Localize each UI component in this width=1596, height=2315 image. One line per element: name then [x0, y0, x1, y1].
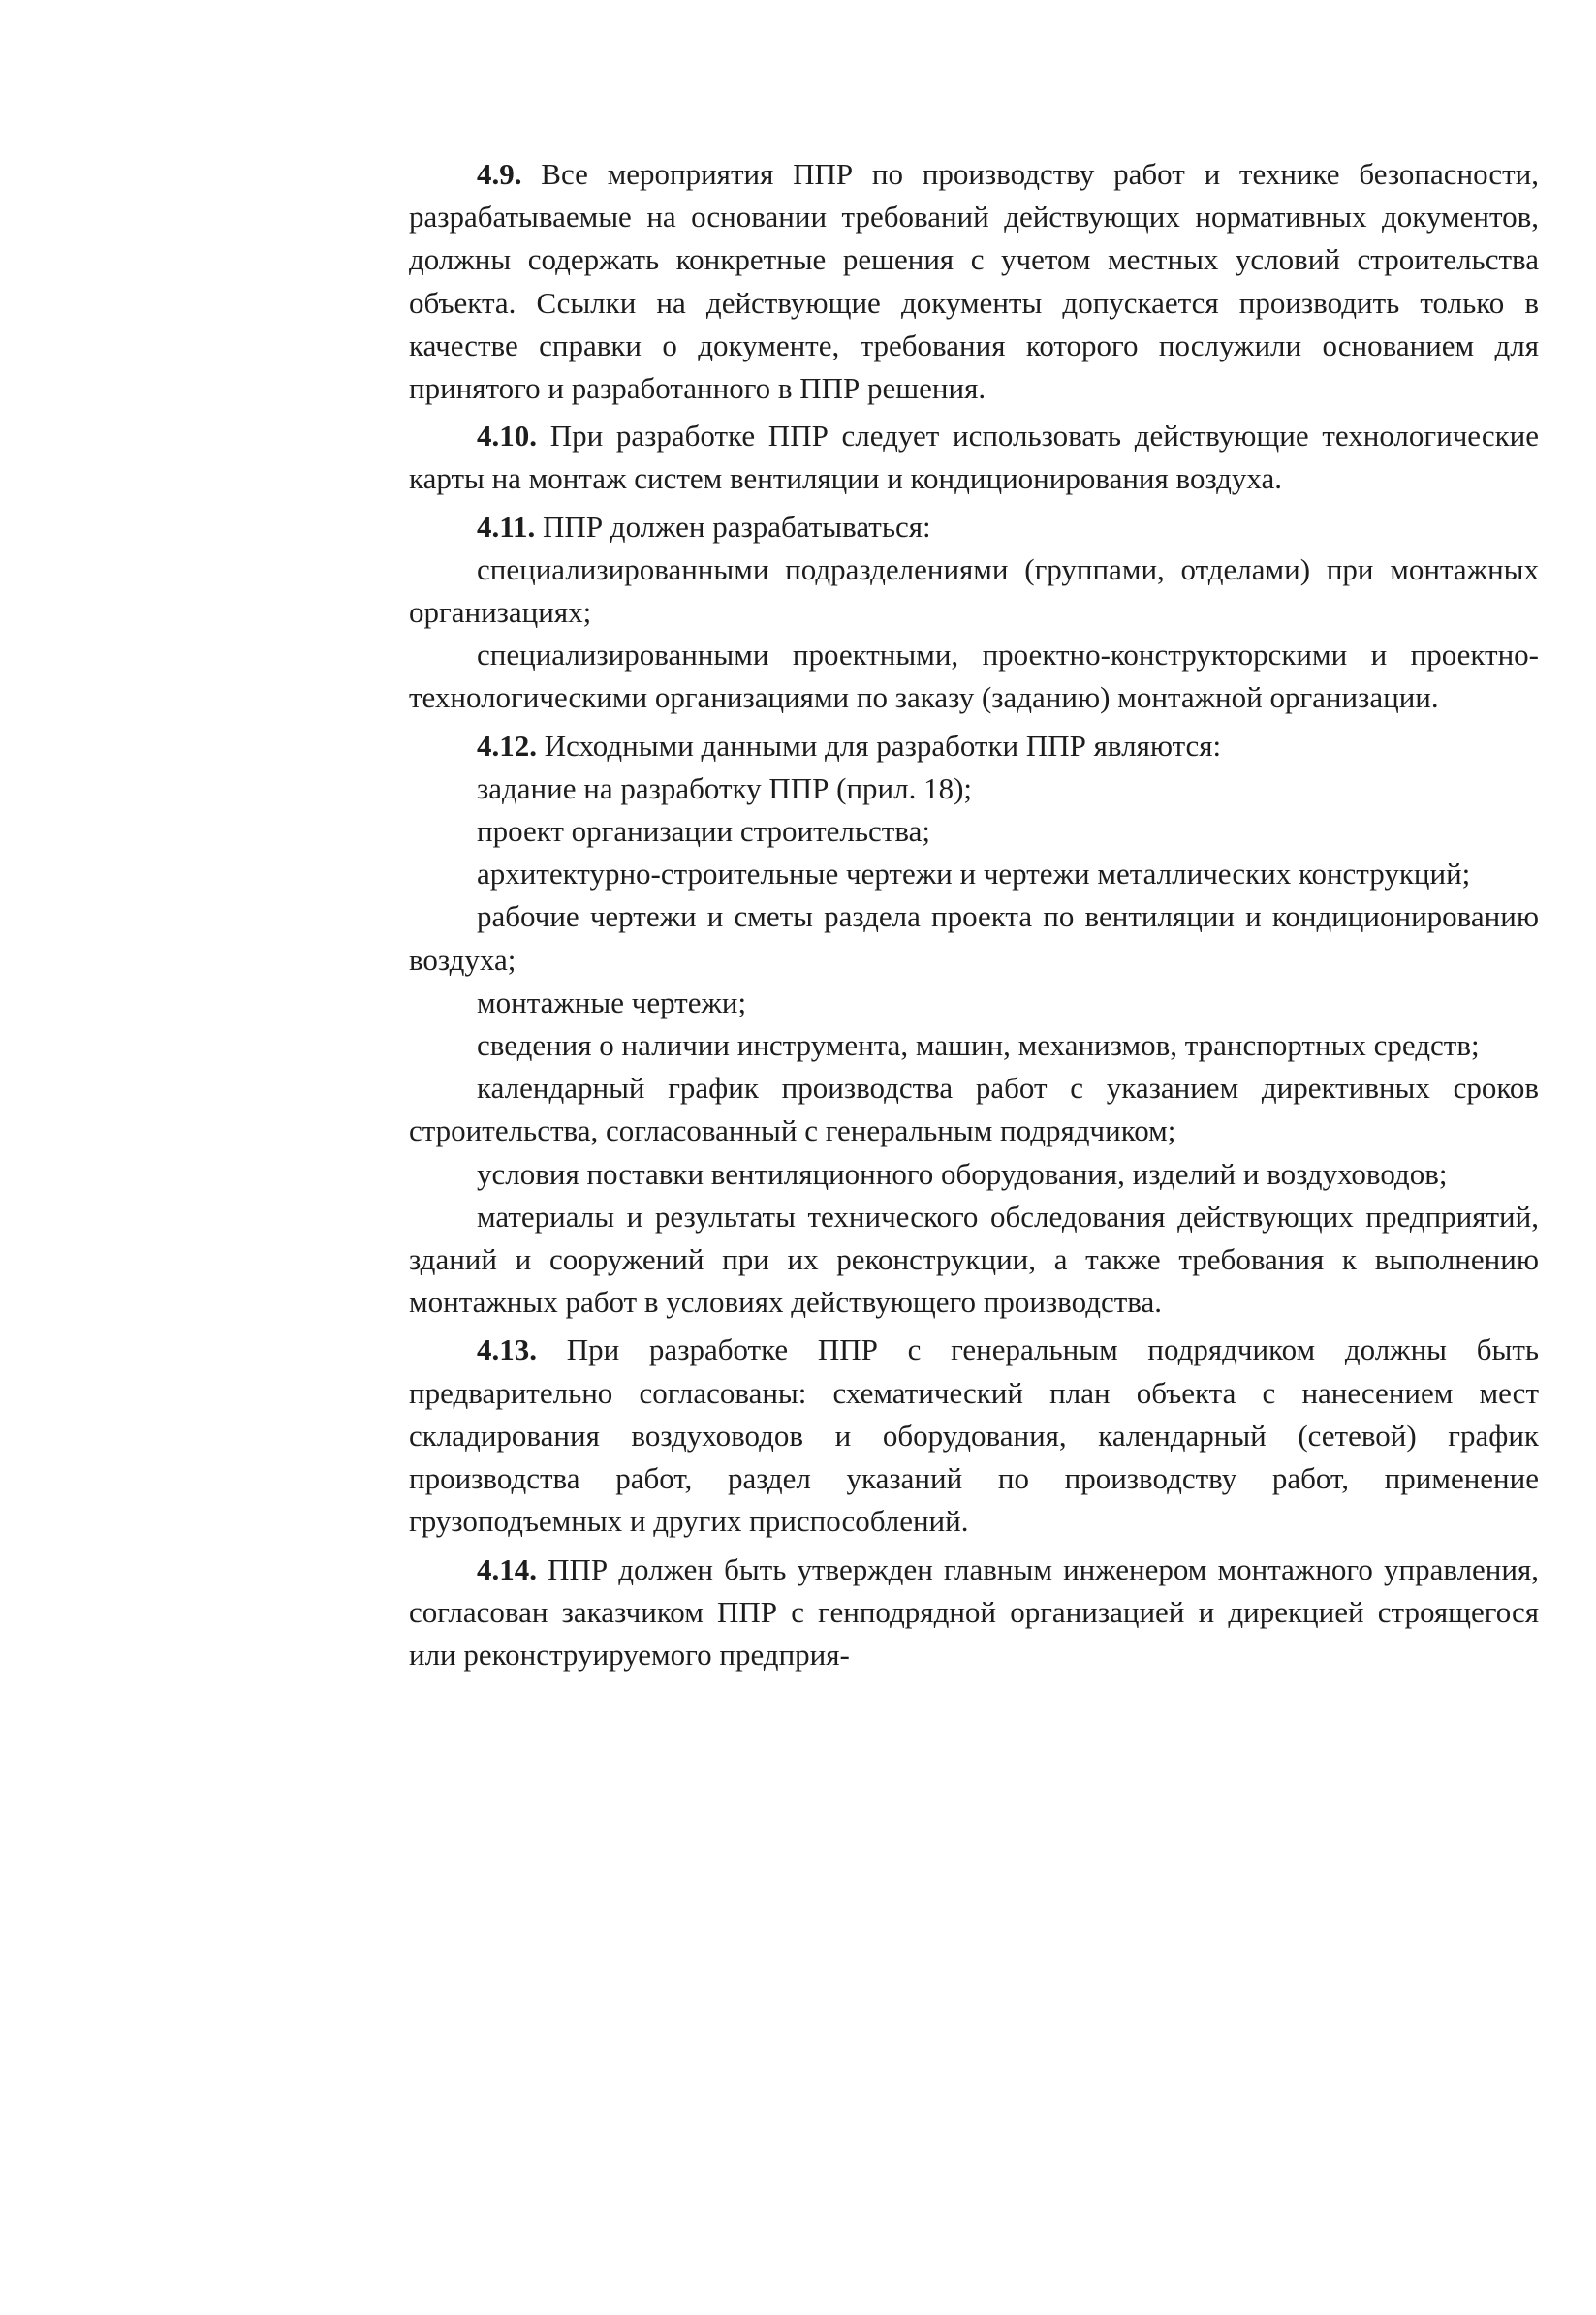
paragraph-number: 4.9.	[477, 157, 522, 191]
paragraph-4-10	[409, 415, 1539, 500]
paragraph-text: ППР должен разрабатываться:	[543, 509, 931, 544]
list-item: материалы и результаты технического обследования действующих предприятий, зданий и сооружений при их реконструкции, а также требования к выполнению монтажных работ в условиях действующего производства.	[409, 1199, 1539, 1320]
paragraph-text: При разработке ППР следует использовать действующие технологические карты на монтаж систем вентиляции и кондиционирования воздуха.	[409, 419, 1539, 496]
paragraph-text: ППР должен быть утвержден главным инженером монтажного управления, согласован заказчиком ППР с генподрядной организацией и дирекцией строящегося или реконструируемого предприя-	[409, 1551, 1539, 1672]
paragraph-4-9	[409, 153, 1539, 410]
list-item: задание на разработку ППР (прил. 18);	[477, 770, 973, 805]
paragraph-4-11	[409, 506, 1539, 548]
list-item: специализированными проектными, проектно-конструкторскими и проектно-технологическими организациями по заказу (заданию) монтажной организации.	[409, 638, 1539, 715]
list-item: условия поставки вентиляционного оборудования, изделий и воздуховодов;	[477, 1156, 1448, 1191]
list-item: архитектурно-строительные чертежи и чертежи металлических конструкций;	[477, 857, 1471, 892]
paragraph-text: Все мероприятия ППР по производству работ и технике безопасности, разрабатываемые на основании требований действующих нормативных документов, должны содержать конкретные решения с учетом местных условий строительства объекта. Ссылки на действующие документы допускается производить только в качестве справки о документе, требования которого послужили основанием для принятого и разработанного в ППР решения.	[409, 157, 1540, 406]
paragraph-number: 4.13.	[477, 1332, 537, 1367]
document-body	[409, 153, 1539, 1676]
list-item: проект организации строительства;	[477, 814, 930, 849]
paragraph-number: 4.12.	[477, 728, 537, 763]
list-item: календарный график производства работ с указанием директивных сроков строительства, согласованный с генеральным подрядчиком;	[409, 1071, 1539, 1148]
paragraph-4-14	[409, 1549, 1539, 1677]
paragraph-number: 4.14.	[477, 1551, 537, 1586]
paragraph-text: Исходными данными для разработки ППР являются:	[544, 728, 1222, 763]
list-item: рабочие чертежи и сметы раздела проекта по вентиляции и кондиционированию воздуха;	[409, 899, 1539, 977]
paragraph-number: 4.10.	[477, 419, 537, 454]
list-item: специализированными подразделениями (группами, отделами) при монтажных организациях;	[409, 551, 1539, 630]
paragraph-text: При разработке ППР с генеральным подрядчиком должны быть предварительно согласованы: схематический план объекта с нанесением мест складирования воздуховодов и оборудования, календарный (сетевой) график производства работ, раздел указаний по производству работ, применение грузоподъемных и других приспособлений.	[409, 1332, 1540, 1539]
list-item: монтажные чертежи;	[477, 985, 747, 1019]
list-item: сведения о наличии инструмента, машин, механизмов, транспортных средств;	[477, 1028, 1480, 1063]
paragraph-4-13	[409, 1329, 1539, 1543]
paragraph-4-12	[409, 725, 1539, 767]
paragraph-number: 4.11.	[477, 509, 536, 544]
